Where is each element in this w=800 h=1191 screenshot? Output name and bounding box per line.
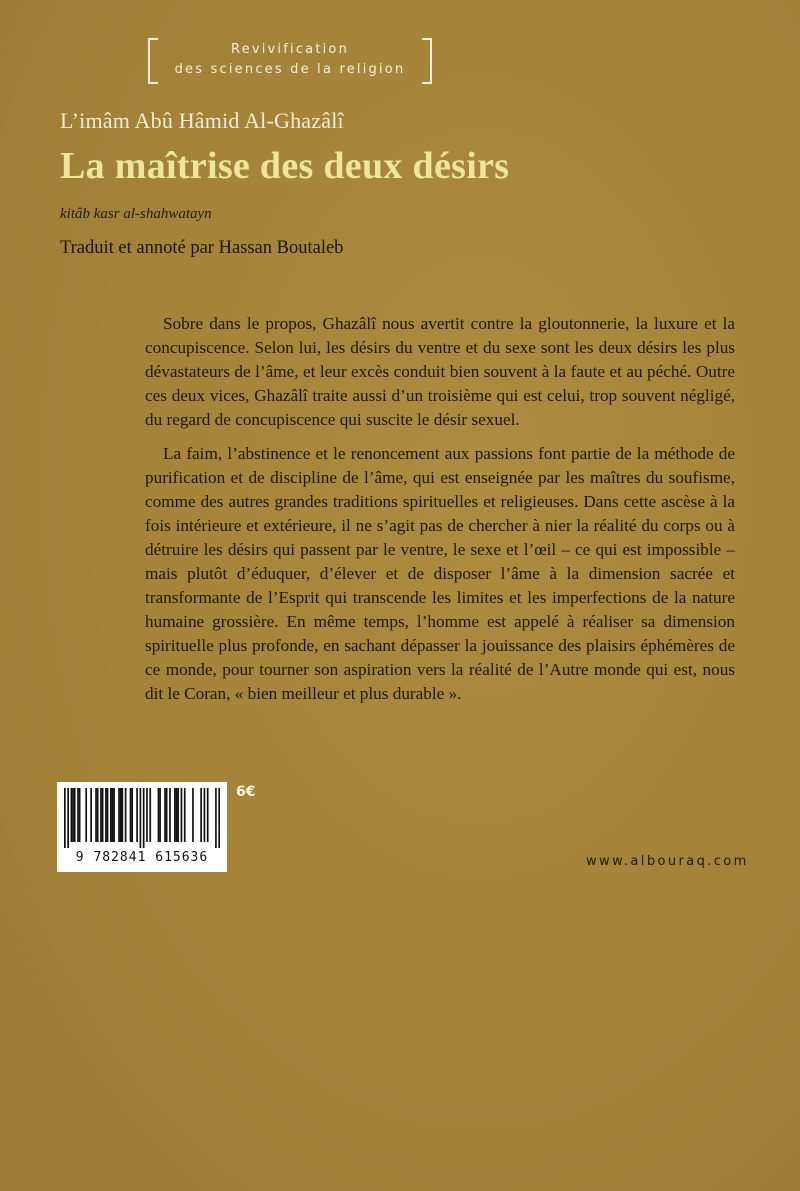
barcode-bar [204,788,206,842]
blurb [145,312,735,716]
barcode-bar [215,788,217,848]
barcode-bar [90,788,92,842]
right-bracket [422,38,432,84]
barcode-bar [166,788,168,842]
barcode-bar [67,788,69,848]
barcode-bar [130,788,132,842]
translator-credit: Traduit et annoté par Hassan Boutaleb [60,238,344,258]
book-title: La maîtrise des deux désirs [60,145,510,187]
barcode-bar [192,788,194,842]
barcode-bar [85,788,87,842]
barcode-bar [140,788,142,848]
blurb-paragraph-2: La faim, l’abstinence et le renoncement aux passions font partie de la méthode de purification et de discipline de l’âme, qui est enseignée par les maîtres du soufisme, comme des autres grandes traditions spirituelles et religieuses. Dans cette ascèse à la fois intérieure et extérieure, il ne s’agit pas de chercher à nier la réalité du corps ou à détruire les désirs qui passent par le ventre, le sexe et l’œil – ce qui est impossible – mais plutôt d’éduquer, d’élever et de disposer l’âme à la dimension sacrée et transformante de l’Esprit qui transcende les limites et les imperfections de la nature humaine grossière. En même temps, l’homme est appelé à réaliser sa dimension spirituelle plus profonde, en sachant dépasser la jouissance des plaisirs éphémères de ce monde, pour tourner son aspiration vers la réalité de l’Autre monde qui est, nous dit le Coran, « bien meilleur et plus durable ». [145,444,735,703]
barcode-bar [107,788,109,842]
barcode-bar [131,788,133,842]
series-line-1: Revivification [230,42,350,57]
barcode-bar [169,788,171,842]
barcode-bar [105,788,107,842]
barcode-bars [64,788,220,848]
barcode-bar [184,788,186,842]
barcode-bar [79,788,81,842]
author-name: L’imâm Abû Hâmid Al-Ghazâlî [60,108,344,133]
barcode-digits: 9 782841 615636 [75,850,209,865]
barcode-bar [136,788,138,842]
barcode-bar [121,788,123,842]
barcode-bar [174,788,176,842]
barcode-bar [176,788,178,842]
publisher-website: www.albouraq.com [586,854,749,869]
barcode-bar [64,788,66,848]
barcode-bar [100,788,102,842]
barcode-bar [118,788,120,842]
barcode-bar [113,788,115,842]
series-label [148,38,432,88]
barcode-bar [120,788,122,842]
barcode-bar [159,788,161,842]
barcode-bar [164,788,166,842]
barcode-bar [218,788,220,848]
barcode-bar [95,788,97,842]
barcode-bar [149,788,151,842]
barcode-bar [97,788,99,842]
barcode-bar [177,788,179,842]
isbn-barcode [57,782,227,872]
barcode-bar [158,788,160,842]
barcode-bar [72,788,74,842]
barcode-bar [125,788,127,842]
barcode-bar [112,788,114,842]
book-subtitle: kitâb kasr al-shahwatayn [60,206,212,222]
barcode-bar [207,788,209,842]
barcode-bar [102,788,104,842]
barcode-bar [77,788,79,842]
series-line-2: des sciences de la religion [174,62,406,77]
barcode-bar [143,788,145,848]
barcode-bar [200,788,202,842]
barcode-bar [146,788,148,842]
barcode-bar [110,788,112,842]
blurb-paragraph-1: Sobre dans le propos, Ghazâlî nous avertit contre la gloutonnerie, la luxure et la concupiscence. Selon lui, les désirs du ventre et du sexe sont les deux désirs les plus dévastateurs de l’âme, et leur excès conduit bien souvent à la faute et au péché. Outre ces deux vices, Ghazâlî traite aussi d’un troisième qui est celui, trop souvent négligé, du regard de concupiscence qui suscite le désir sexuel. [145,314,735,429]
barcode-bar [74,788,76,842]
price-label: 6€ [236,784,256,800]
barcode-bar [71,788,73,842]
barcode-bar [181,788,183,842]
